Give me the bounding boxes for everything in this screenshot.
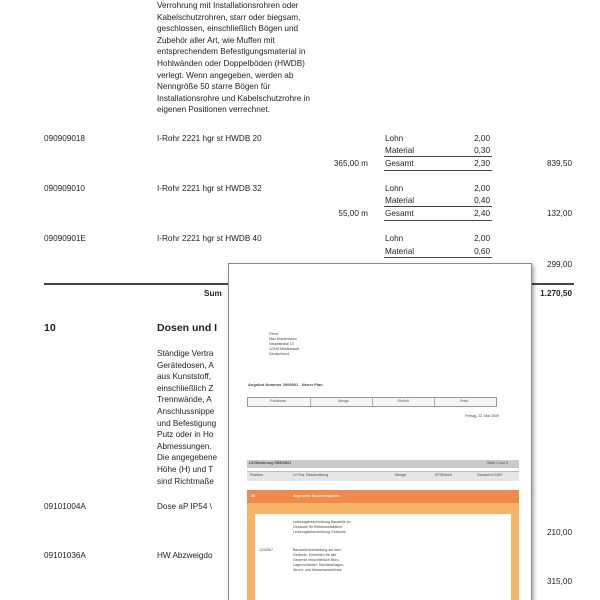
sum-value: 1.270,50 xyxy=(540,289,572,298)
section-description: Ständige Vertra Gerätedosen, A aus Kunststoff, einschließlich Z Trennwände, A Anschlussnippe und Befestigung Putz oder in Ho Abmessungen. Die angegebene Höhe (H) und T sind Richtmaße xyxy=(157,349,218,486)
position-title: I-Rohr 2221 hgr st HWDB 20 xyxy=(157,134,262,143)
lohn-value: 2,00 xyxy=(474,134,490,143)
intro-description: Verrohrung mit Installationsrohren oder Kabelschutzrohren, starr oder biegsam, geschlossen, einschließlich Bögen und Zubehör aller Art, wie Muffen mit entsprechendem Befestigungsmaterial in Hohlwänden oder Doppelböden (HWDB) verlegt. Wenn angegeben, werden ab Nenngröße 50 starre Bögen für Installationsrohre und Kabelschutzrohre in eigenen Positionen verrechnet. xyxy=(157,1,310,115)
position-total: 299,00 xyxy=(546,260,572,269)
position-number: 090909010 xyxy=(44,184,85,193)
offer-header-table xyxy=(247,397,497,407)
document-preview-thumbnail[interactable] xyxy=(228,263,532,600)
column-header: LV Pos. Beschreibung xyxy=(293,473,329,477)
gesamt-rule xyxy=(384,220,492,221)
address-line: Deutschland xyxy=(269,352,289,356)
position-number: 09101004A xyxy=(44,502,86,511)
position-total: 210,00 xyxy=(546,528,572,537)
header-cell: Einheit xyxy=(398,399,409,403)
item-line: Gelände, Einrichten für alle xyxy=(293,553,337,557)
item-line: Leistungsbeschreibung Baustelle im xyxy=(293,520,351,524)
address-line: Firma xyxy=(269,332,279,336)
column-header: Gesamt in EUR xyxy=(477,473,502,477)
right-orange-strip xyxy=(511,514,519,600)
gesamt-label: Gesamt xyxy=(385,209,414,218)
address-line: Hauptstraße 10 xyxy=(269,342,294,346)
item-line: Gebäude für Elektroinstallation xyxy=(293,525,343,529)
position-title: HW Abzweigdo xyxy=(157,551,213,560)
sum-label: Sum xyxy=(204,289,222,298)
material-value: 0,40 xyxy=(474,196,490,205)
subtotal-rule xyxy=(384,257,492,258)
header-cell: Positionen xyxy=(270,399,287,403)
column-header: EP/Einheit xyxy=(435,473,452,477)
position-total: 315,00 xyxy=(546,577,572,586)
material-label: Material xyxy=(385,196,415,205)
section-title: Dosen und I xyxy=(157,322,218,334)
position-number: 090909018 xyxy=(44,134,85,143)
material-value: 0,30 xyxy=(474,146,490,155)
subtotal-rule xyxy=(384,156,492,157)
material-label: Material xyxy=(385,146,415,155)
lohn-label: Lohn xyxy=(385,184,404,193)
offer-date: Freitag, 22. Mai 2009 xyxy=(465,414,499,418)
light-orange-bar xyxy=(247,503,519,514)
address-line: Max Mustermann xyxy=(269,337,297,341)
header-cell: Preis xyxy=(460,399,468,403)
material-value: 0,60 xyxy=(474,247,490,256)
position-title: Dose aP IP54 \ xyxy=(157,502,212,511)
grey-bar-label: LV/Gliederung GBSVB21 xyxy=(249,461,292,465)
left-orange-strip xyxy=(247,514,255,600)
item-line: Gewerke einschließlich Büro, xyxy=(293,558,340,562)
item-line: Strom- und Wasseranschlüsse xyxy=(293,568,342,572)
column-header: Menge xyxy=(395,473,406,477)
position-total: 839,50 xyxy=(546,159,572,168)
orange-group-bar xyxy=(247,490,519,503)
gesamt-value: 2,30 xyxy=(474,159,490,168)
grey-bar-page: Seite 1 von 5 xyxy=(487,461,508,465)
gesamt-rule xyxy=(384,170,492,171)
item-number: 1234567 xyxy=(259,548,273,552)
item-line: Leistungsbeschreibung Gebäude xyxy=(293,530,346,534)
offer-heading: Angebot Nummer 2009001 - Neuer Plan xyxy=(248,382,323,387)
gesamt-value: 2,40 xyxy=(474,209,490,218)
lohn-value: 2,00 xyxy=(474,184,490,193)
material-label: Material xyxy=(385,247,415,256)
group-number: 09 xyxy=(251,494,255,498)
gesamt-label: Gesamt xyxy=(385,159,414,168)
lohn-label: Lohn xyxy=(385,234,404,243)
subtotal-rule xyxy=(384,206,492,207)
lohn-label: Lohn xyxy=(385,134,404,143)
position-title: I-Rohr 2221 hgr st HWDB 40 xyxy=(157,234,262,243)
position-number: 09090901E xyxy=(44,234,86,243)
position-quantity: 365,00 m xyxy=(333,159,368,168)
address-line: 12345 Musterstadt xyxy=(269,347,299,351)
section-number: 10 xyxy=(44,322,56,334)
position-number: 09101036A xyxy=(44,551,86,560)
column-header: Position xyxy=(250,473,263,477)
item-line: Lagercontainer, Sanitäranlagen, xyxy=(293,563,344,567)
group-title: Allgemeine Baustellengebühr xyxy=(293,494,340,498)
lohn-value: 2,00 xyxy=(474,234,490,243)
position-total: 132,00 xyxy=(546,209,572,218)
header-cell: Menge xyxy=(338,399,349,403)
position-title: I-Rohr 2221 hgr st HWDB 32 xyxy=(157,184,262,193)
item-line: Baustelleneinrichtung auf dem xyxy=(293,548,342,552)
position-quantity: 55,00 m xyxy=(338,209,368,218)
